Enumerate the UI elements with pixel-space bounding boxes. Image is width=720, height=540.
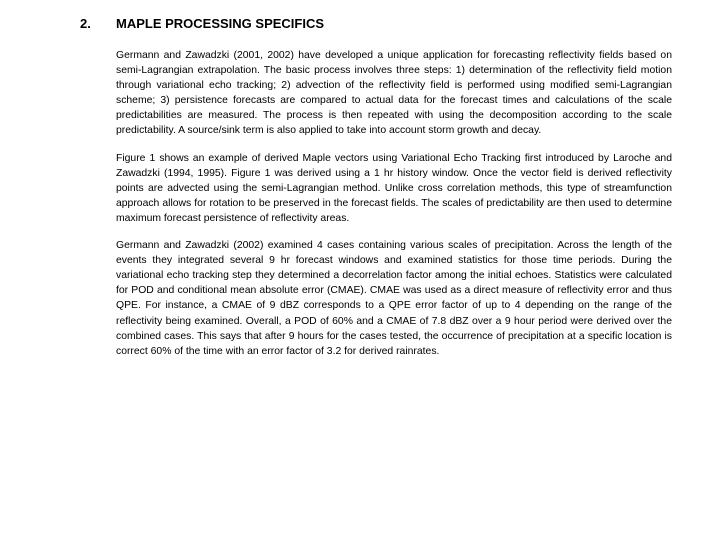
paragraph-figure-1: Figure 1 shows an example of derived Maple vectors using Variational Echo Tracking first introduced by Laroche and Zawadzki (1994, 1995). Figure 1 was derived using a 1 hr history window. Once the vector field is derived reflectivity points are advected using the semi-Lagrangian method. Unlike cross correlation methods, this type of streamfunction approach allows for rotation to be preserved in the forecast fields. The scales of predictability are then used to determine maximum forecast persistence of reflectivity areas. — [116, 152, 672, 224]
section-number: 2. — [80, 16, 91, 31]
section-body — [116, 48, 672, 371]
paragraph-case-statistics: Germann and Zawadzki (2002) examined 4 cases containing various scales of precipitation. Across the length of the events they integrated several 9 hr forecast windows and examined statistics for those time periods. During the variational echo tracking step they determined a decorrelation factor among the initial echoes. Statistics were calculated for POD and conditional mean absolute error (CMAE). CMAE was used as a direct measure of reflectivity error and thus QPE. For instance, a CMAE of 9 dBZ corresponds to a QPE error factor of up to 4 depending on the range of the reflectivity being examined. Overall, a POD of 60% and a CMAE of 7.8 dBZ over a 9 hour period were derived over the combined cases. This says that after 9 hours for the cases tested, the occurrence of precipitation at a specific location is correct 60% of the time with an error factor of 3.2 for derived rainrates. — [116, 240, 672, 357]
section-title: MAPLE PROCESSING SPECIFICS — [116, 16, 325, 31]
paragraph-maple-overview: Germann and Zawadzki (2001, 2002) have developed a unique application for forecasting reflectivity fields based on semi-Lagrangian extrapolation. The basic process involves three steps: 1) determination of the reflectivity field motion through variational echo tracking; 2) advection of the reflectivity field is performed using modified semi-Lagrangian scheme; 3) persistence forecasts are compared to actual data for the forecast times and calculations of the scale predictabilities are measured. The process is then repeated with using the decomposition according to the scale predictability. A source/sink term is also applied to take into account storm growth and decay. — [116, 50, 672, 137]
